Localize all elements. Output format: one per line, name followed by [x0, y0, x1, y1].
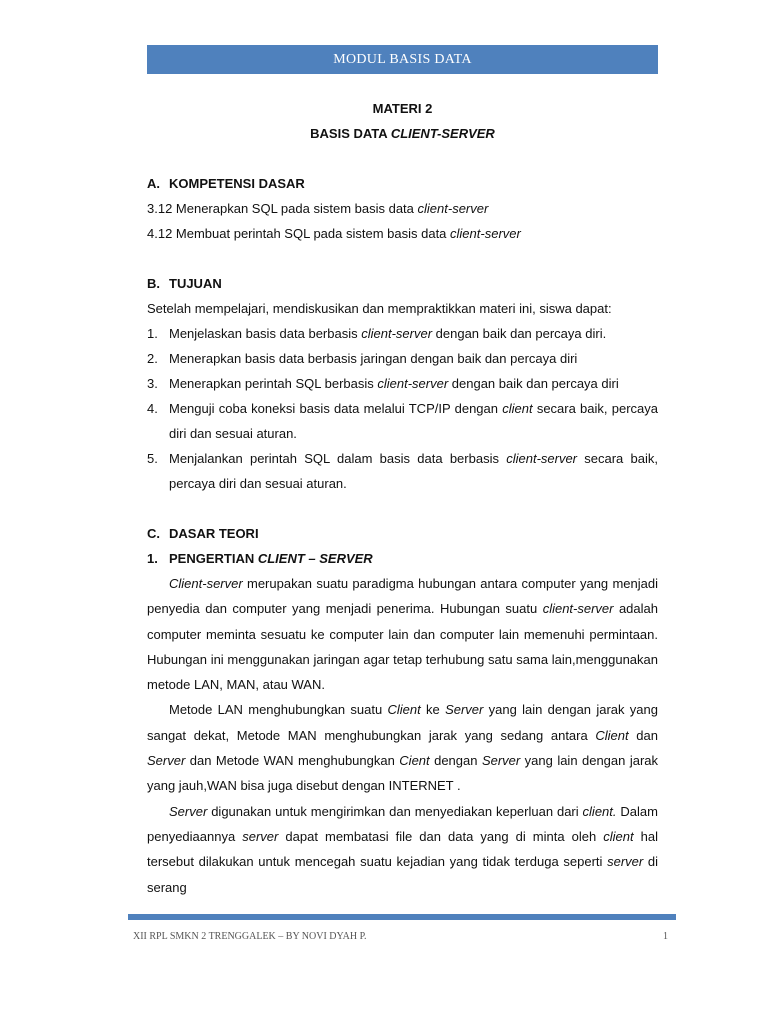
- footer: [133, 931, 668, 942]
- paragraph: Metode LAN menghubungkan suatu Client ke Server yang lain dengan jarak yang sangat dekat, Metode MAN menghubungkan jarak yang sedang antara Client dan Server dan Metode WAN menghubungkan Cient dengan Server yang lain dengan jarak yang jauh,WAN bisa juga disebut dengan INTERNET .: [147, 702, 659, 794]
- objectives-intro: Setelah mempelajari, mendiskusikan dan mempraktikkan materi ini, siswa dapat:: [147, 301, 612, 316]
- document-title: [147, 121, 658, 146]
- paragraph: Client-server merupakan suatu paradigma hubungan antara computer yang menjadi penyedia dan computer yang menjadi penerima. Hubungan suatu client-server adalah computer meminta sesuatu ke computer lain dan computer lain memenuhi permintaan. Hubungan ini menggunakan jaringan agar tetap terhubung satu sama lain,menggunakan metode LAN, MAN, atau WAN.: [147, 576, 658, 693]
- section-b-num: B.: [147, 276, 160, 291]
- document-body: [147, 96, 658, 900]
- section-b-heading: [147, 271, 658, 296]
- materi-label: MATERI 2: [372, 101, 433, 116]
- page-number: 1: [663, 931, 668, 942]
- footer-rule: [128, 914, 676, 920]
- footer-author: XII RPL SMKN 2 TRENGGALEK – BY NOVI DYAH P.: [133, 931, 367, 942]
- section-a-heading: [147, 171, 658, 196]
- list-item: 3. Menerapkan perintah SQL berbasis client-server dengan baik dan percaya diri: [147, 376, 619, 391]
- list-item: 1. Menjelaskan basis data berbasis client-server dengan baik dan percaya diri.: [147, 326, 607, 341]
- section-c-num: C.: [147, 526, 160, 541]
- section-a-title: KOMPETENSI DASAR: [169, 176, 305, 191]
- list-item: 5. Menjalankan perintah SQL dalam basis data berbasis client-server secara baik, percaya diri dan sesuai aturan.: [147, 451, 659, 491]
- header-bar: [147, 45, 658, 74]
- section-b-title: TUJUAN: [169, 276, 222, 291]
- section-c-heading: [147, 521, 658, 546]
- list-item: 4. Menguji coba koneksi basis data melalui TCP/IP dengan client secara baik, percaya diri dan sesuai aturan.: [147, 401, 658, 441]
- title-plain: BASIS DATA: [310, 126, 391, 141]
- section-c-title: DASAR TEORI: [169, 526, 259, 541]
- title-italic: CLIENT-SERVER: [390, 126, 495, 141]
- list-item: 2. Menerapkan basis data berbasis jaringan dengan baik dan percaya diri: [147, 351, 578, 366]
- objectives-list: [147, 321, 658, 496]
- section-a-num: A.: [147, 176, 160, 191]
- competency-item: 4.12 Membuat perintah SQL pada sistem basis data client-server: [147, 226, 521, 241]
- paragraph: Server digunakan untuk mengirimkan dan menyediakan keperluan dari client. Dalam penyediaannya server dapat membatasi file dan data yang di minta oleh client hal tersebut dilakukan untuk mencegah suatu kejadian yang tidak terduga seperti server di serang: [147, 803, 659, 895]
- subsection-heading: 1. PENGERTIAN CLIENT – SERVER: [147, 551, 373, 566]
- competency-item: 3.12 Menerapkan SQL pada sistem basis data client-server: [147, 201, 489, 216]
- header-title: MODUL BASIS DATA: [333, 52, 472, 67]
